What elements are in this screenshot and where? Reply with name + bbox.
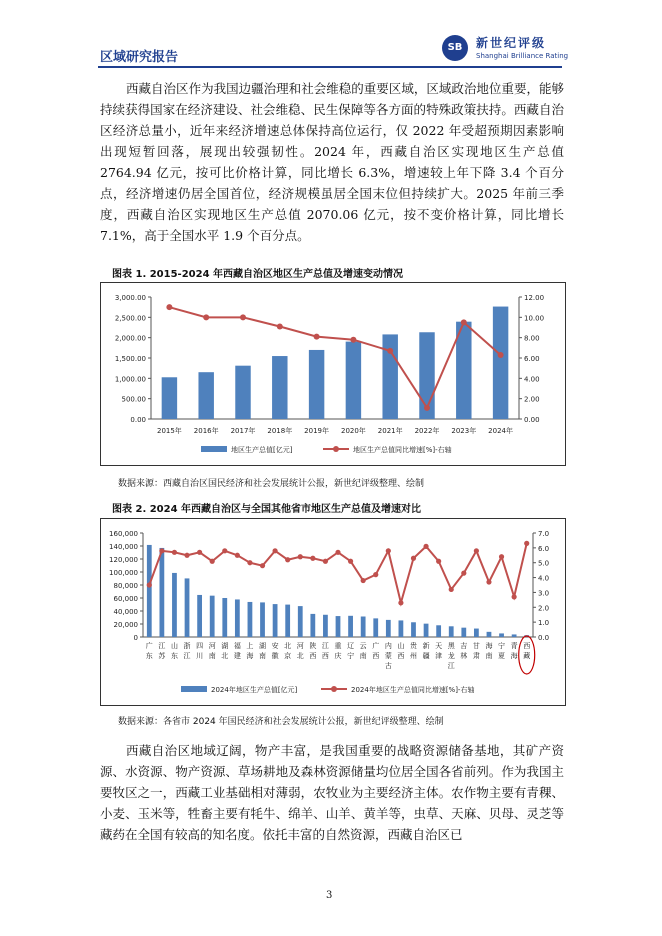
fig2-bar [147,545,152,637]
fig2-bar [386,620,391,637]
fig1-bar [198,372,213,419]
fig2-growth-point [348,559,353,564]
fig2-category-label: 贵州 [409,642,417,660]
fig2-growth-point [184,553,189,558]
fig2-growth-point [285,557,290,562]
fig2-category-label: 内蒙古 [384,642,392,670]
fig1-legend-line-label: 地区生产总值同比增速[%]-右轴 [353,446,452,454]
fig2-right-tick-label: 5.0 [538,559,550,568]
fig1-left-tick-label: 0.00 [130,416,146,424]
fig2-growth-point [436,559,441,564]
fig2-bar [449,626,454,637]
fig2-left-tick-label: 60,000 [113,595,138,603]
fig1-category-label: 2016年 [193,427,219,435]
fig2-bar [323,615,328,637]
fig1-left-tick-label: 500.00 [121,395,146,404]
fig2-legend-line-label: 2024年地区生产总值同比增速[%]-右轴 [351,686,475,694]
fig1-category-label: 2018年 [267,427,293,435]
fig2-left-tick-label: 100,000 [109,569,138,577]
fig2-bar [273,604,278,637]
fig2-left-tick-label: 160,000 [109,530,138,538]
fig2-legend-bar-label: 2024年地区生产总值[亿元] [211,686,298,694]
fig2-bar [499,633,504,637]
fig2-bar [411,622,416,637]
fig1-left-tick-label: 2,500.00 [114,314,146,323]
fig2-bar [159,548,164,637]
fig2-growth-point [423,544,428,549]
fig2-bar [348,616,353,637]
fig2-category-label: 新疆 [422,642,430,660]
fig1-growth-point [424,405,430,411]
fig2-category-label: 重庆 [334,642,342,660]
fig2-growth-point [298,554,303,559]
fig1-bar [346,342,361,419]
fig2-category-label: 河北 [296,642,304,660]
fig1-right-tick-label: 12.00 [524,294,545,302]
fig2-right-tick-label: 1.0 [538,619,550,628]
fig1-category-label: 2020年 [340,427,366,435]
fig2-bar [235,599,240,637]
fig2-bar [361,617,366,637]
page-number: 3 [326,890,333,901]
fig2-left-tick-label: 80,000 [113,582,138,590]
fig1-category-label: 2024年 [488,427,514,435]
fig2-category-label: 云南 [359,642,367,660]
fig1-growth-point [498,352,504,358]
fig2-bar [512,634,517,637]
fig1-right-tick-label: 0.00 [524,416,540,424]
fig2-growth-point [499,554,504,559]
fig2-legend-line-marker [331,686,337,692]
logo-cn-text: 新世纪评级 [476,36,547,50]
fig2-bar [210,596,215,637]
fig2-growth-point [210,559,215,564]
figure2-chart [100,518,566,706]
fig2-growth-point [449,587,454,592]
fig1-legend-bar-swatch [201,446,227,452]
fig2-category-label: 四川 [196,642,204,660]
fig2-growth-point [235,553,240,558]
figure2-source: 数据来源：各省市 2024 年国民经济和社会发展统计公报，新世纪评级整理、绘制 [118,717,444,727]
fig2-bar [172,573,177,637]
fig2-category-label: 河南 [208,642,216,660]
fig2-right-tick-label: 7.0 [538,530,550,538]
fig2-bar [285,605,290,637]
fig2-bar [222,598,227,637]
fig1-left-tick-label: 1,000.00 [114,375,146,384]
fig1-bar [309,350,324,419]
fig1-legend-line-marker [333,446,339,452]
fig2-growth-point [411,556,416,561]
fig2-bar [461,628,466,637]
fig2-growth-point [247,560,252,565]
fig2-growth-point [260,563,265,568]
fig1-category-label: 2022年 [414,427,440,435]
fig1-growth-point [240,314,246,320]
fig1-bar [272,356,287,419]
fig2-bar [248,602,253,637]
fig1-right-tick-label: 6.00 [524,355,540,363]
fig1-bar [493,307,508,419]
fig2-growth-point [335,550,340,555]
fig2-category-label: 海南 [485,642,493,660]
fig1-category-label: 2017年 [230,427,256,435]
fig1-right-tick-label: 2.00 [524,395,540,404]
fig2-left-tick-label: 20,000 [113,621,138,629]
fig2-bar [424,624,429,637]
fig1-bar [235,366,250,419]
fig1-category-label: 2023年 [451,427,477,435]
fig2-growth-point [197,550,202,555]
fig2-growth-point [461,571,466,576]
fig2-category-label: 陕西 [309,642,317,660]
fig2-bar [399,620,404,637]
fig2-left-tick-label: 120,000 [109,556,138,564]
fig2-category-label: 吉林 [460,642,468,660]
fig2-category-label: 福建 [233,642,241,660]
brand-logo [440,32,570,66]
fig2-bar [474,629,479,637]
fig1-legend-bar-label: 地区生产总值[亿元] [231,446,293,454]
fig2-category-label: 天津 [435,642,443,660]
fig1-bar [382,334,397,419]
section-title: 区域研究报告 [100,50,179,65]
fig2-category-label: 甘肃 [472,642,480,660]
fig2-growth-point [386,548,391,553]
fig2-category-label: 湖南 [259,642,267,660]
fig1-growth-point [350,337,356,343]
fig1-growth-point [314,334,320,340]
fig2-growth-point [373,572,378,577]
fig1-left-tick-label: 3,000.00 [114,294,146,302]
fig2-category-label: 山东 [170,642,178,660]
fig2-category-label: 北京 [284,642,292,660]
fig2-bar [185,578,190,637]
figure2-title: 图表 2. 2024 年西藏自治区与全国其他省市地区生产总值及增速对比 [112,504,422,515]
fig2-bar [487,632,492,637]
fig1-right-tick-label: 10.00 [524,314,545,323]
fig1-category-label: 2021年 [377,427,403,435]
fig2-left-tick-label: 0 [133,634,138,642]
fig1-growth-point [166,304,172,310]
fig2-growth-point [310,556,315,561]
figure1-svg [101,283,565,465]
fig2-category-label: 黑龙江 [447,642,455,670]
paragraph-economy: 西藏自治区作为我国边疆治理和社会维稳的重要区域，区域政治地位重要，能够持续获得国家在经济建设、社会维稳、民生保障等各方面的特殊政策扶持。西藏自治区经济总量小，近年来经济增速总体保持高位运行，仅 2022 年受超预期因素影响出现短暂回落，展现出较强韧性。2024 年，西藏自治区实现地区生产总值 2764.94 亿元，按可比价格计算，同比增长 6.3%，增速较上年下降 3.4 个百分点，经济增速仍居全国首位，经济规模虽居全国末位但持续扩大。2025 年前三季度，西藏自治区实现地区生产总值 2070.06 亿元，按不变价格计算，同比增长 7.1%，高于全国水平 1.9 个百分点。 [100,81,564,243]
figure1-source: 数据来源：西藏自治区国民经济和社会发展统计公报，新世纪评级整理、绘制 [118,479,425,489]
fig1-left-tick-label: 2,000.00 [114,334,146,343]
fig2-category-label: 安徽 [271,642,279,660]
fig2-right-tick-label: 3.0 [538,589,550,598]
fig1-growth-point [387,348,393,354]
fig2-bar [310,614,315,637]
fig1-right-tick-label: 4.00 [524,375,540,384]
fig2-bar [197,595,202,637]
fig2-legend-bar-swatch [181,686,207,692]
fig2-left-tick-label: 140,000 [109,543,138,551]
fig1-growth-point [203,314,209,320]
fig2-right-tick-label: 0.0 [538,634,550,642]
fig2-right-tick-label: 4.0 [538,574,550,583]
fig2-category-label: 上海 [246,642,254,660]
fig2-category-label: 湖北 [221,642,229,660]
figure1-chart [100,282,566,466]
fig2-growth-point [172,550,177,555]
fig2-category-label: 辽宁 [347,642,355,660]
fig1-left-tick-label: 1,500.00 [114,355,146,363]
fig2-bar [373,618,378,637]
fig2-growth-point [361,578,366,583]
fig2-growth-point [222,548,227,553]
paragraph-resources: 西藏自治区地域辽阔，物产丰富，是我国重要的战略资源储备基地，其矿产资源、水资源、物产资源、草场耕地及森林资源储量均位居全国各省前列。作为我国主要牧区之一，西藏工业基础相对薄弱，农牧业为主要经济主体。农作物主要有青稞、小麦、玉米等，牲畜主要有牦牛、绵羊、山羊、黄羊等，虫草、天麻、贝母、灵芝等藏药在全国有较高的知名度。依托丰富的自然资源，西藏自治区已 [100,743,564,842]
fig2-bar [336,616,341,637]
fig2-growth-point [474,548,479,553]
fig1-bar [162,377,177,419]
fig1-category-label: 2015年 [156,427,182,435]
fig2-bar [260,602,265,637]
fig2-category-label: 广东 [145,642,153,660]
header-divider [98,66,562,68]
fig2-category-label: 江苏 [158,642,166,660]
fig2-category-label: 浙江 [183,642,191,660]
fig2-category-label: 青海 [510,642,518,660]
figure2-svg [101,519,565,705]
fig1-growth-line [169,307,500,408]
fig2-category-label: 广西 [372,642,380,660]
fig2-growth-point [512,594,517,599]
fig1-growth-point [461,319,467,325]
fig2-left-tick-label: 40,000 [113,608,138,616]
fig2-growth-point [524,541,529,546]
logo-en-text: Shanghai Brilliance Rating [476,52,569,60]
figure1-title: 图表 1. 2015-2024 年西藏自治区地区生产总值及增速变动情况 [112,269,404,280]
fig2-bar [436,625,441,637]
fig2-growth-point [159,548,164,553]
fig2-growth-point [486,579,491,584]
fig2-growth-point [323,559,328,564]
fig1-growth-point [277,323,283,329]
logo-mark-icon: SB [442,35,468,61]
fig2-right-tick-label: 6.0 [538,544,550,553]
fig2-right-tick-label: 2.0 [538,604,550,613]
fig2-growth-point [272,548,277,553]
fig1-category-label: 2019年 [304,427,330,435]
fig2-growth-point [398,600,403,605]
fig2-category-label: 宁夏 [498,642,506,660]
fig2-category-label: 西藏 [523,642,531,660]
fig2-bar [298,606,303,637]
fig2-growth-point [147,582,152,587]
fig2-category-label: 江西 [321,642,329,660]
fig2-category-label: 山西 [397,642,405,660]
fig1-right-tick-label: 8.00 [524,334,540,343]
